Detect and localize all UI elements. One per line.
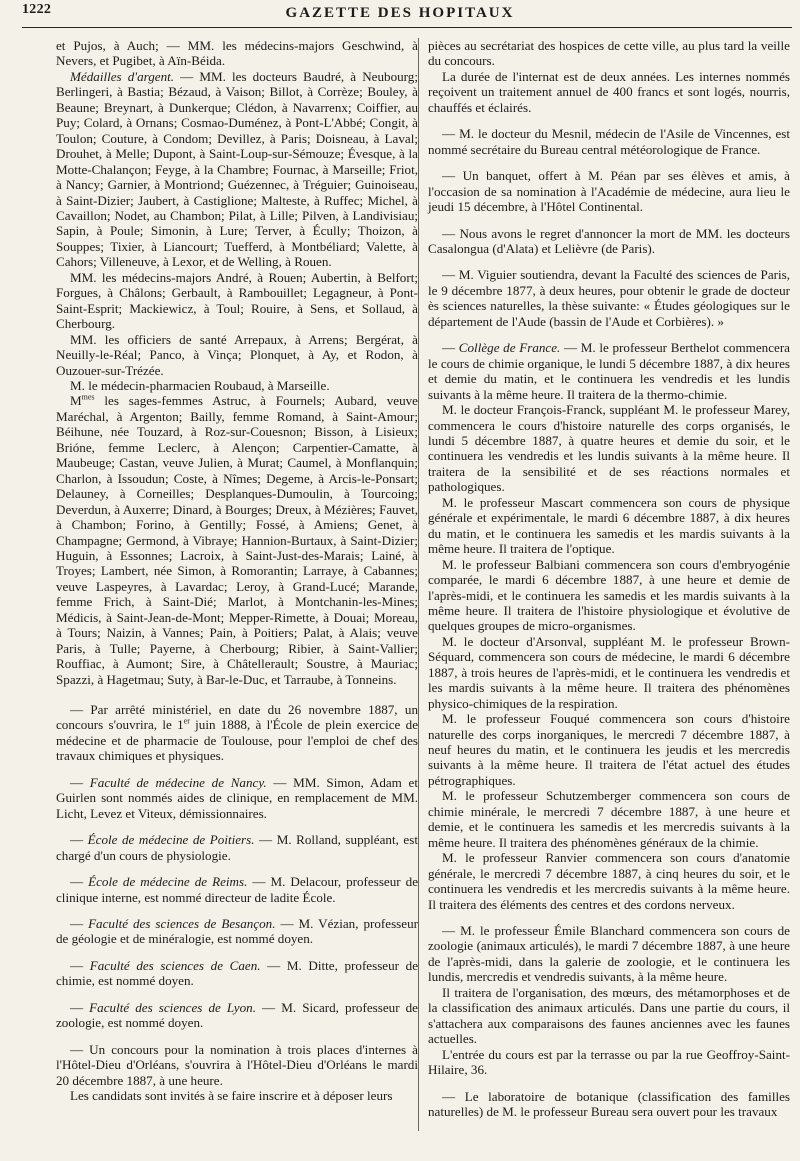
left-column	[56, 38, 418, 1104]
running-title: GAZETTE DES HOPITAUX	[285, 5, 515, 21]
paragraph: Il traitera de l'organisation, des mœurs, des métamorphoses et de la classification des animaux articulés. Dans une partie du cours, il s'attachera aux comparaisons des faunes anciennes avec les faunes actuelles.	[428, 984, 790, 1047]
paragraph: MM. les officiers de santé Arrepaux, à Arrens; Bergérat, à Neuilly-le-Réal; Panco, à Vinça; Plonquet, à Ay, et Rodon, à Ouzouer-sur-Trézée.	[56, 331, 418, 378]
paragraph-text: — M. le professeur Berthelot commencera le cours de chimie organique, le lundi 5 décembre 1887, à dix heures et demie du matin, et le continuera les vendredis et les lundis suivants à la même heure. Il traitera de la thermo-chimie.	[428, 340, 790, 402]
paragraph: — Nous avons le regret d'annoncer la mort de MM. les docteurs Casalongua (d'Alata) et Lelièvre (de Paris).	[428, 225, 790, 256]
right-column	[428, 38, 790, 1119]
paragraph: M. le docteur François-Franck, suppléant M. le professeur Marey, commencera le cours d'histoire naturelle des corps organisés, le lundi 5 décembre 1887, à quatre heures et demie du soir, et le continuera les vendredis et les lundis suivants à la même heure. Il traitera de la sensibilité et de ses réactions normales et pathologiques.	[428, 402, 790, 495]
title-abbrev: M	[70, 393, 82, 409]
section-label: Médailles d'argent.	[70, 68, 175, 84]
paragraph	[56, 69, 418, 270]
section-label: Faculté des sciences de Besançon.	[88, 916, 276, 932]
paragraph-text: — M. Rolland, suppléant, est chargé d'un cours de physiologie.	[56, 832, 418, 863]
paragraph-text: — M. Vézian, professeur de géologie et de minéralogie, est nommé doyen.	[56, 916, 418, 947]
paragraph: — Faculté des sciences de Lyon. — M. Sicard, professeur de zoologie, est nommé doyen.	[56, 999, 418, 1031]
paragraph: — M. Viguier soutiendra, devant la Faculté des sciences de Paris, le 9 décembre 1877, à deux heures, pour obtenir le grade de docteur ès sciences naturelles, la thèse suivante: « Études géologiques sur le département de l'Aude (bassin de l'Aude et Corbières). »	[428, 267, 790, 329]
paragraph: L'entrée du cours est par la terrasse ou par la rue Geoffroy-Saint-Hilaire, 36.	[428, 1046, 790, 1078]
paragraph: Les candidats sont invités à se faire inscrire et à déposer leurs	[70, 1088, 393, 1104]
paragraph-text: les sages-femmes Astruc, à Fournels; Aubard, veuve Maréchal, à Argenton; Bailly, femme Romand, à Saint-Amour; Béihune, née Touzard, à Roz-sur-Couesnon; Bisson, à Lisieux; Brióne, femme Leclerc, à Alençon; Carpentier-Camatte, à Maubeuge; Castan, veuve Julien, à Murat; Caumel, à Monflanquin; Charlon, à Issoudun; Coste, à Nîmes; Degeme, à Arcis-le-Ponsart; Delauney, à Corneilles; Desplanques-Dumoulin, à Tourcoing; Deverdun, à Auxerre; Dinard, à Bourges; Dreux, à Mézières; Fauvet, à Chambon; Forino, à Gentilly; Fossé, à Amiens; Genet, à Champagne; Germond, à Vibraye; Hannion-Burtaux, à Saint-Dizier; Huguin, à Essonnes; Lacroix, à Saint-Just-des-Marais; Lainé, à Troyes; Lambert, née Simon, à Romorantin; Larraye, à Cabannes; veuve Laspeyres, à Lavardac; Leroy, à Grand-Lucé; Marande, femme Frich, à Saint-Dié; Marlot, à Montchanin-les-Mines; Médicis, à Saint-Jean-de-Mont; Mepper-Rimette, à Douai; Moreau, à Tours; Naizin, à Vannes; Pain, à Poitiers; Palat, à Alais; veuve Paris, à Tulle; Payerne, à Cherbourg; Ribier, à Saint-Vallier; Rouffiac, à Aumont; Sire, à Châtellerault; Soustre, à Mauriac; Spazzi, à Hagetmau; Suty, à Bar-le-Duc, et Tarraube, à Tonneins.	[56, 393, 418, 687]
paragraph-text: — M. Ditte, professeur de chimie, est nommé doyen.	[56, 957, 418, 989]
superscript: er	[183, 717, 190, 727]
paragraph: pièces au secrétariat des hospices de cette ville, au plus tard la veille du concours.	[428, 38, 790, 69]
paragraph-text: — M. Sicard, professeur de zoologie, est nommé doyen.	[56, 999, 418, 1031]
paragraph-text: — M. Delacour, professeur de clinique interne, est nommé directeur de ladite École.	[56, 874, 419, 905]
paragraph: — École de médecine de Poitiers. — M. Rolland, suppléant, est chargé d'un cours de physiologie.	[56, 832, 418, 863]
column-divider	[418, 38, 419, 1131]
paragraph	[56, 702, 418, 764]
page-number: 1222	[22, 2, 52, 17]
paragraph: M. le professeur Schutzemberger commencera son cours de chimie minérale, le mercredi 7 décembre 1887, à une heure et demie, et le continuera les samedis et les mercredis suivants à la même heure. Il traitera des phénomènes généraux de la chimie.	[428, 788, 790, 850]
paragraph: M. le professeur Mascart commencera son cours de physique générale et expérimentale, le mardi 6 décembre 1887, à dix heures du matin, et le continuera les samedis et les mardis suivants à la même heure. Il traitera de l'optique.	[428, 494, 790, 557]
paragraph-text: — MM. Simon, Adam et Guirlen sont nommés aides de clinique, en remplacement de MM. Licht, Levez et Viteux, démissionnaires.	[56, 774, 418, 821]
paragraph	[56, 393, 418, 687]
section-label: Faculté des sciences de Lyon.	[89, 999, 256, 1015]
section-label: Faculté de médecine de Nancy.	[89, 774, 267, 790]
paragraph: MM. les médecins-majors André, à Rouen; Aubertin, à Belfort; Forgues, à Châlons; Gerbault, à Rambouillet; Legagneur, à Pont-Saint-Esprit; Mackiewicz, à Toul; Rouire, à Sens, et Sollaud, à Cherbourg.	[56, 269, 418, 332]
paragraph: M. le professeur Ranvier commencera son cours d'anatomie générale, le mercredi 7 décembre 1887, à cinq heures du soir, et le continuera les vendredis et les mercredis suivants à la même heure. Il traitera des éléments des centres et des cordons nerveux.	[428, 850, 790, 912]
paragraph: — Faculté des sciences de Caen. — M. Ditte, professeur de chimie, est nommé doyen.	[56, 957, 418, 989]
paragraph: — Faculté des sciences de Besançon. — M. Vézian, professeur de géologie et de minéralogie, est nommé doyen.	[56, 916, 418, 947]
section-label: Collège de France.	[458, 340, 561, 356]
paragraph: — École de médecine de Reims. — M. Delacour, professeur de clinique interne, est nommé directeur de ladite École.	[56, 874, 419, 905]
paragraph: M. le docteur d'Arsonval, suppléant M. le professeur Brown-Séquard, commencera son cours de médecine, le mardi 6 décembre 1887, à trois heures de l'après-midi, et le continuera les vendredis et les mardis suivants à la même heure. Il traitera des phénomènes physico-chimiques de la respiration.	[428, 633, 790, 711]
header-rule	[22, 27, 792, 28]
paragraph-text: — Par arrêté ministériel, en date du 26 novembre 1887, un concours s'ouvrira, le 1	[56, 702, 418, 733]
paragraph: M. le médecin-pharmacien Roubaud, à Marseille.	[70, 377, 330, 393]
paragraph: La durée de l'internat est de deux années. Les internes nommés reçoivent un traitement annuel de 400 francs et sont logés, nourris, chauffés et éclairés.	[428, 68, 790, 115]
paragraph-text: juin 1888, à l'École de plein exercice de médecine et de pharmacie de Toulouse, pour l'emploi de chef des travaux chimiques et physiques.	[56, 717, 419, 764]
paragraph: — Un banquet, offert à M. Péan par ses élèves et amis, à l'occasion de sa nomination à l'Académie de médecine, aura lieu le jeudi 15 décembre, à l'Hôtel Continental.	[428, 168, 790, 215]
paragraph: M. le professeur Fouqué commencera son cours d'histoire naturelle des corps inorganiques, le mercredi 7 décembre 1887, à neuf heures du matin, et le continuera les jeudis et les mercredis suivants à la même heure. Il traitera de l'état actuel des études pétrographiques.	[428, 711, 790, 788]
paragraph: — Un concours pour la nomination à trois places d'internes à l'Hôtel-Dieu d'Orléans, s'ouvrira à l'Hôtel-Dieu d'Orléans le mardi 20 décembre 1887, à une heure.	[56, 1041, 418, 1088]
paragraph: et Pujos, à Auch; — MM. les médecins-majors Geschwind, à Nevers, et Pugibet, à Aïn-Béida.	[56, 38, 418, 69]
paragraph: — Le laboratoire de botanique (classification des familles naturelles) de M. le professeur Bureau sera ouvert pour les travaux	[428, 1088, 790, 1119]
section-label: École de médecine de Poitiers.	[87, 832, 255, 848]
superscript: mes	[81, 393, 95, 403]
paragraph: M. le professeur Balbiani commencera son cours d'embryogénie comparée, le mardi 6 décembre 1887, à une heure et demie de l'après-midi, et le continuera les samedis et les mardis suivants à la même heure. Il traitera de l'histoire physiologique et évolutive de quelques groupes de micro-organismes.	[428, 556, 790, 634]
paragraph: — M. le professeur Émile Blanchard commencera son cours de zoologie (animaux articulés), le mardi 7 décembre 1887, à une heure de l'après-midi, dans la galerie de zoologie, et le continuera les lundis, mercredis et vendredis suivants, à la même heure.	[428, 923, 790, 985]
paragraph-text: — MM. les docteurs Baudré, à Neubourg; Berlingeri, à Bastia; Bézaud, à Vaison; Billot, à Corrèze; Bouley, à Beaune; Breynart, à Dunkerque; Clédon, à Navarrenx; Coiffier, au Puy; Colard, à Ornans; Cosmao-Duménez, à Pont-L'Abbé; Congit, à Toulon; Couture, à Condom; Devillez, à Paris; Doisneau, à Laval; Drouhet, à Melle; Dupont, à Saint-Loup-sur-Sémouze; Évesque, à la Motte-Chalançon; Feyge, à la Chambre; Fournac, à Marseille; Friot, à Nancy; Garnier, à Montriond; Guézennec, à Tréguier; Guinoiseau, à Saint-Dizier; Jaubert, à Castiglione; Malteste, à Ruffec; Michel, à Cavaillon; Nodet, au Chambon; Pilat, à Lille; Pilven, à Landivisiau; Sapin, à Poule; Simonin, à Lure; Terver, à Écully; Thoizon, à Souppes; Tixier, à Liancourt; Tuefferd, à Montbéliard; Valette, à Cahors; Villeneuve, à Lexor, et de Welling, à Rouen.	[56, 68, 418, 270]
section-label: Faculté des sciences de Caen.	[89, 957, 261, 973]
paragraph: — M. le docteur du Mesnil, médecin de l'Asile de Vincennes, est nommé secrétaire du Bureau central météorologique de France.	[428, 126, 790, 157]
paragraph: — Collège de France. — M. le professeur Berthelot commencera le cours de chimie organique, le lundi 5 décembre 1887, à dix heures et demie du matin, et le continuera les vendredis et les lundis suivants à la même heure. Il traitera de la thermo-chimie.	[428, 340, 790, 402]
paragraph: — Faculté de médecine de Nancy. — MM. Simon, Adam et Guirlen sont nommés aides de clinique, en remplacement de MM. Licht, Levez et Viteux, démissionnaires.	[56, 774, 418, 821]
section-label: École de médecine de Reims.	[88, 874, 248, 890]
